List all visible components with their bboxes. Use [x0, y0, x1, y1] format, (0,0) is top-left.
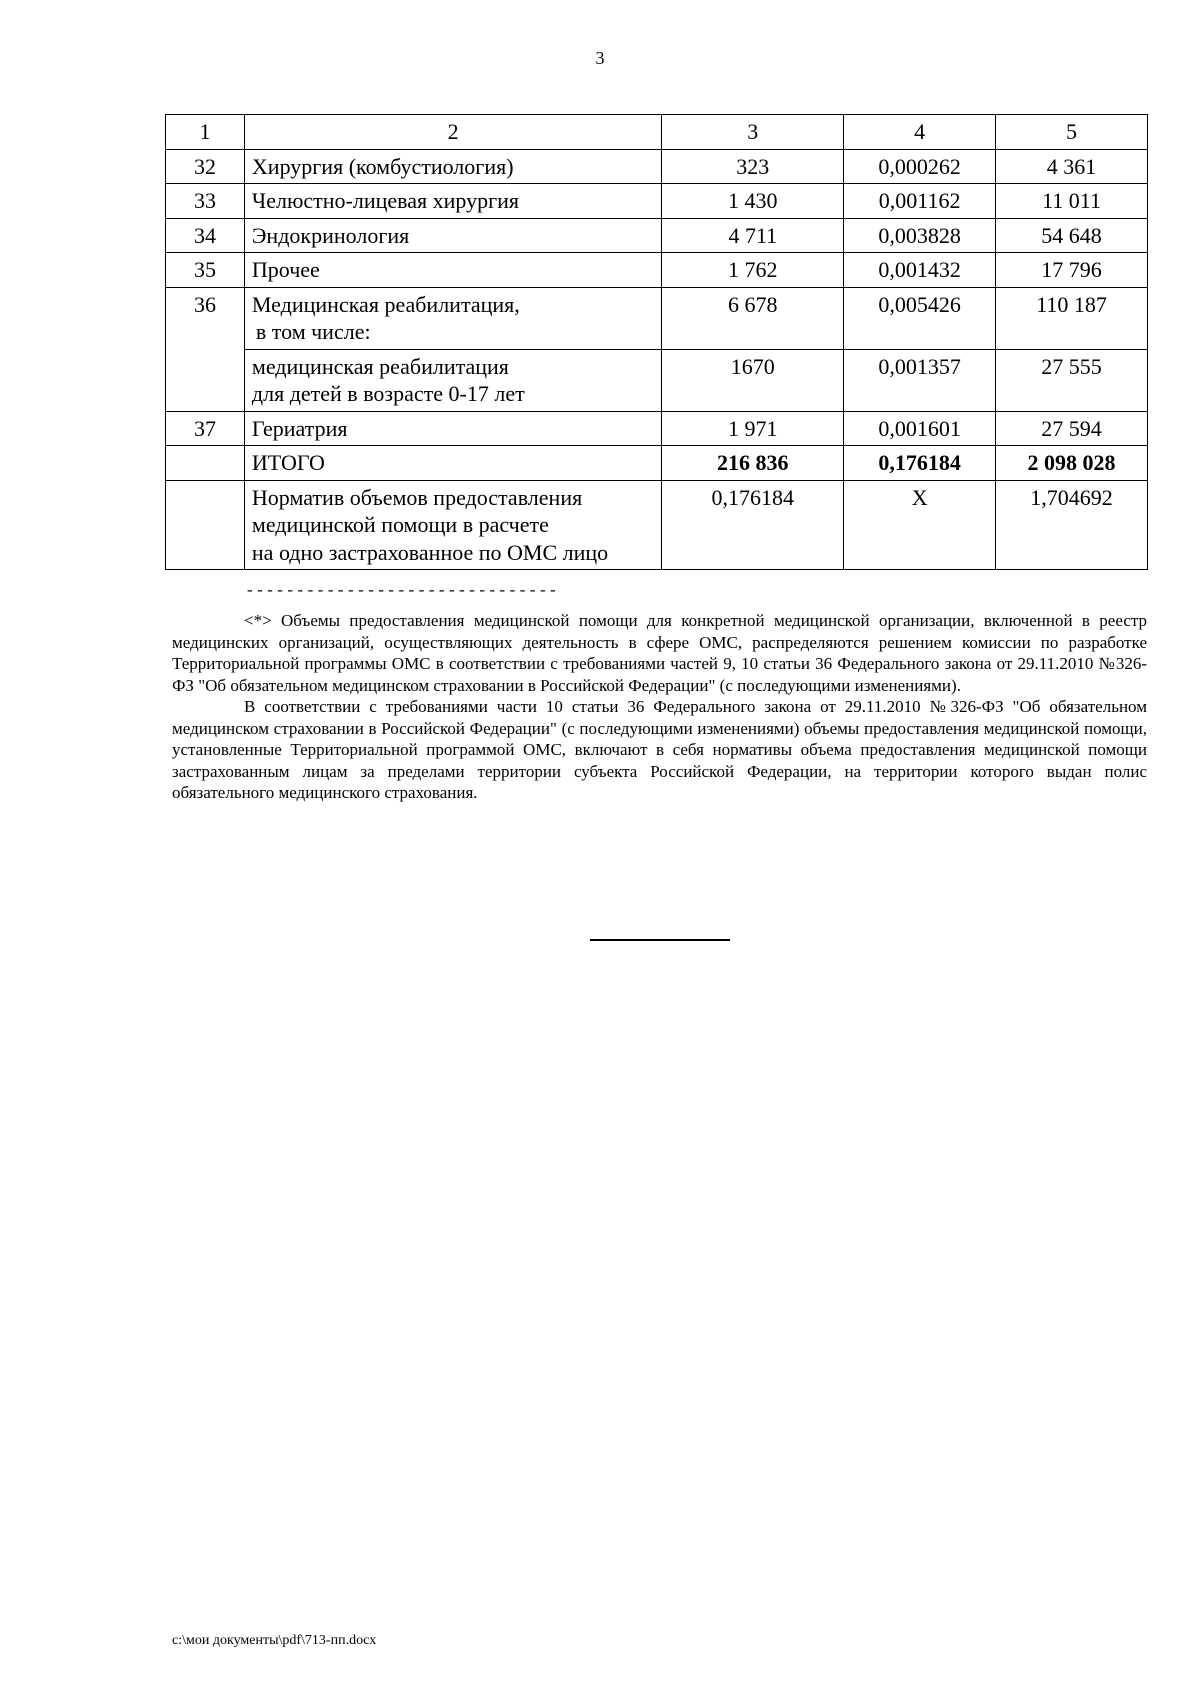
total-value-3: 216 836 [662, 446, 844, 481]
header-cell: 2 [244, 115, 661, 150]
end-of-document-line [590, 939, 730, 941]
row-value-5: 11 011 [996, 184, 1148, 219]
row-value-5: 27 555 [996, 349, 1148, 411]
row-number: 34 [166, 218, 245, 253]
row-name-line: Гериатрия [251, 415, 348, 441]
row-value-3: 1670 [662, 349, 844, 411]
row-value-5: 17 796 [996, 253, 1148, 288]
row-number [166, 349, 245, 411]
footnote-divider: ------------------------------- [245, 582, 559, 600]
row-value-3: 4 711 [662, 218, 844, 253]
row-name [244, 149, 661, 184]
row-value-5: 54 648 [996, 218, 1148, 253]
header-cell: 1 [166, 115, 245, 150]
row-number [166, 446, 245, 481]
total-value-5: 2 098 028 [996, 446, 1148, 481]
row-name-line: в том числе: [255, 319, 371, 344]
footnote-paragraph: <*> Объемы предоставления медицинской помощи для конкретной медицинской организации, включенной в реестр медицинских организаций, осуществляющих деятельность в сфере ОМС, распределяются решением комиссии по разработке Территориальной программы ОМС в соответствии с требованиями частей 9, 10 статьи 36 Федерального закона от 29.11.2010 №326-ФЗ "Об обязательном медицинском страховании в Российской Федерации" (с последующими изменениями). [172, 611, 1147, 695]
row-name-line: ИТОГО [251, 450, 325, 475]
row-name-line: для детей в возрасте 0-17 лет [251, 381, 525, 406]
table-row [166, 287, 1148, 349]
row-name [244, 218, 661, 253]
table-total-row [166, 446, 1148, 481]
table-row [166, 218, 1148, 253]
table-row [166, 184, 1148, 219]
row-value-4: 0,005426 [844, 287, 996, 349]
row-name [244, 349, 661, 411]
row-value-4: 0,001357 [844, 349, 996, 411]
row-value-5: 1,704692 [996, 480, 1148, 570]
header-cell: 4 [844, 115, 996, 150]
row-value-4: 0,003828 [844, 218, 996, 253]
row-value-4: 0,001432 [844, 253, 996, 288]
row-name [244, 253, 661, 288]
row-name [244, 480, 661, 570]
header-cell: 3 [662, 115, 844, 150]
header-cell: 5 [996, 115, 1148, 150]
row-name-line: медицинской помощи в расчете [251, 512, 549, 537]
row-name [244, 411, 661, 446]
row-value-3: 1 762 [662, 253, 844, 288]
row-number: 37 [166, 411, 245, 446]
table-row [166, 253, 1148, 288]
footnote-paragraph: В соответствии с требованиями части 10 статьи 36 Федерального закона от 29.11.2010 №326-ФЗ "Об обязательном медицинском страховании в Российской Федерации" (с последующими изменениями) объемы предоставления медицинской помощи, установленные Территориальной программой ОМС, включают в себя нормативы объема предоставления медицинской помощи застрахованным лицам за пределами территории субъекта Российской Федерации, на территории которого выдан полис обязательного медицинского страхования. [172, 697, 1147, 802]
row-name-line: на одно застрахованное по ОМС лицо [251, 539, 609, 565]
table-row [166, 411, 1148, 446]
row-value-4: X [844, 480, 996, 570]
row-name [244, 287, 661, 349]
table-row [166, 349, 1148, 411]
row-name-line: Норматив объемов предоставления [251, 484, 583, 510]
row-value-5: 4 361 [996, 149, 1148, 184]
row-name-line: Хирургия (комбустиология) [251, 153, 514, 179]
row-value-3: 1 971 [662, 411, 844, 446]
table-norm-row [166, 480, 1148, 570]
row-name-line: Медицинская реабилитация, [251, 291, 520, 317]
page-number: 3 [595, 48, 605, 68]
row-name-line: Челюстно-лицевая хирургия [251, 188, 520, 213]
volume-table [165, 114, 1148, 570]
row-value-3: 6 678 [662, 287, 844, 349]
table-header-row [166, 115, 1148, 150]
row-value-4: 0,001162 [844, 184, 996, 219]
row-value-3: 1 430 [662, 184, 844, 219]
row-number: 36 [166, 287, 245, 349]
row-name-line: Прочее [251, 257, 320, 282]
row-name [244, 446, 661, 481]
row-name [244, 184, 661, 219]
row-name-line: Эндокринология [251, 222, 410, 248]
row-value-4: 0,000262 [844, 149, 996, 184]
row-value-3: 323 [662, 149, 844, 184]
table-row [166, 149, 1148, 184]
row-number: 32 [166, 149, 245, 184]
row-value-3: 0,176184 [662, 480, 844, 570]
row-value-4: 0,001601 [844, 411, 996, 446]
total-value-4: 0,176184 [844, 446, 996, 481]
row-value-5: 27 594 [996, 411, 1148, 446]
row-number [166, 480, 245, 570]
footnote-block [172, 610, 1147, 804]
row-name-line: медицинская реабилитация [251, 353, 509, 379]
row-number: 33 [166, 184, 245, 219]
row-value-5: 110 187 [996, 287, 1148, 349]
row-number: 35 [166, 253, 245, 288]
file-path-footer: c:\мои документы\pdf\713-пп.docx [172, 1633, 377, 1648]
